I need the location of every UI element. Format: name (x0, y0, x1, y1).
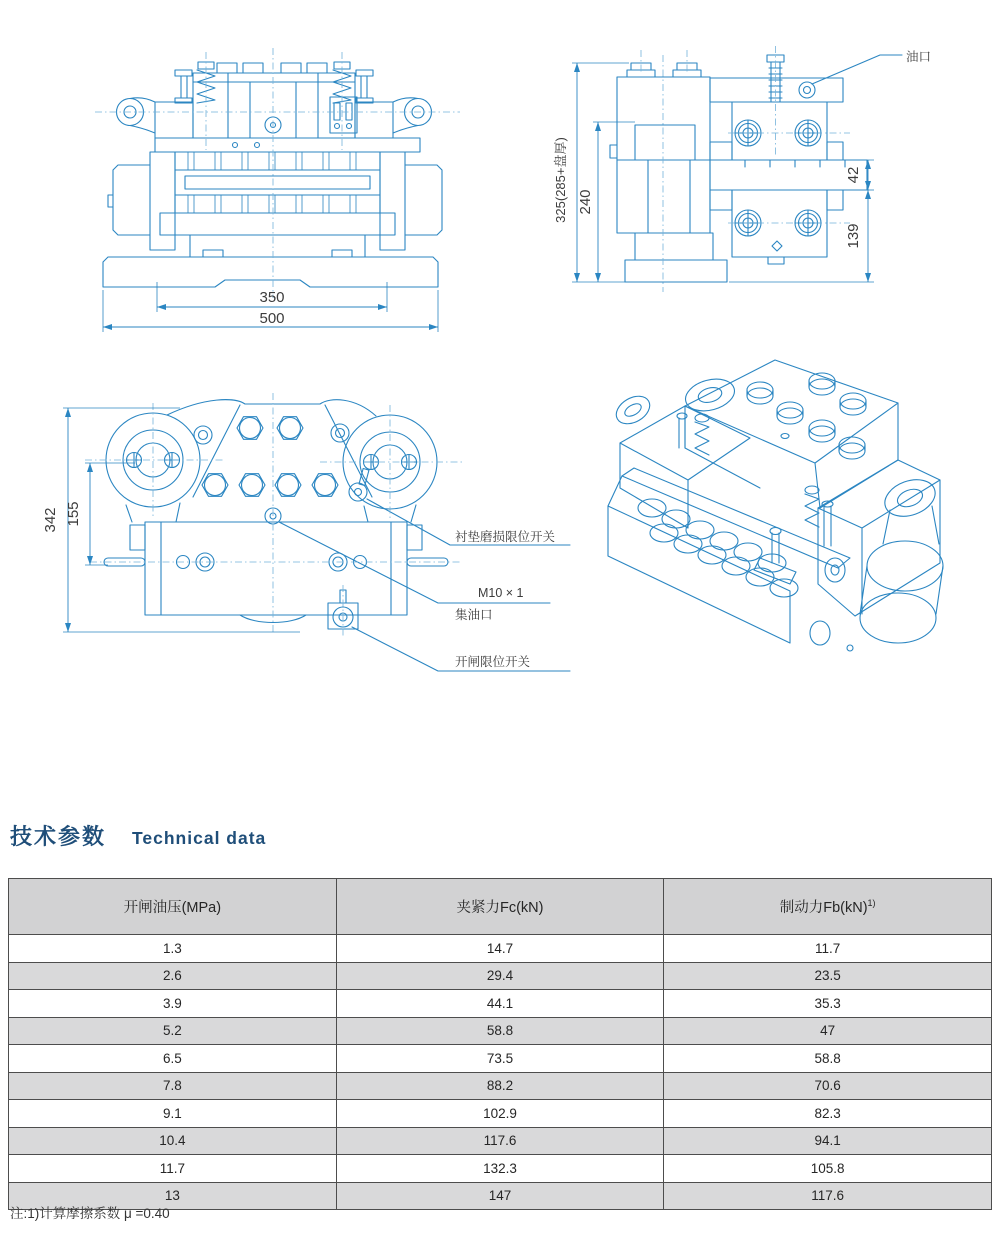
table-cell: 9.1 (9, 1100, 337, 1128)
dimension-325-total-height: 325(285+盘厚) (553, 137, 568, 223)
top-view-drawing (30, 385, 600, 685)
table-row (9, 1045, 992, 1073)
table-cell: 11.7 (9, 1155, 337, 1183)
table-cell: 14.7 (336, 935, 664, 963)
section-title-zh: 技术参数 (10, 824, 107, 849)
table-cell: 13 (9, 1182, 337, 1210)
table-row (9, 935, 992, 963)
table-cell: 132.3 (336, 1155, 664, 1183)
table-cell: 1.3 (9, 935, 337, 963)
section-title (10, 820, 266, 851)
dimension-350: 350 (259, 289, 285, 306)
table-cell: 6.5 (9, 1045, 337, 1073)
table-cell: 102.9 (336, 1100, 664, 1128)
table-row (9, 1127, 992, 1155)
footnote-marker: 1) (867, 898, 876, 909)
table-cell: 44.1 (336, 990, 664, 1018)
table-cell: 147 (336, 1182, 664, 1210)
table-cell: 7.8 (9, 1072, 337, 1100)
side-view-drawing (550, 30, 1000, 310)
table-row (9, 962, 992, 990)
wear-limit-switch-label: 衬垫磨损限位开关 (455, 530, 556, 544)
table-cell: 47 (664, 1017, 992, 1045)
table-cell: 29.4 (336, 962, 664, 990)
isometric-view-drawing (600, 348, 1000, 688)
thread-spec-label: M10 × 1 (478, 586, 524, 600)
table-cell: 35.3 (664, 990, 992, 1018)
dimension-139: 139 (845, 223, 862, 249)
dimension-500: 500 (259, 310, 285, 327)
col-header-clamp-force: 夹紧力Fc(kN) (336, 879, 664, 935)
front-view-drawing (85, 30, 485, 340)
table-cell: 73.5 (336, 1045, 664, 1073)
table-row (9, 1155, 992, 1183)
footnote: 注:1)计算摩擦系数 μ =0.40 (10, 1206, 170, 1221)
table-header-row (9, 879, 992, 935)
col-header-oil-pressure: 开闸油压(MPa) (9, 879, 337, 935)
col-header-brake-force (664, 879, 992, 935)
dimension-155: 155 (65, 501, 82, 527)
table-cell: 58.8 (664, 1045, 992, 1073)
table-cell: 88.2 (336, 1072, 664, 1100)
table-cell: 58.8 (336, 1017, 664, 1045)
table-cell: 94.1 (664, 1127, 992, 1155)
table-row (9, 1017, 992, 1045)
oil-port-label: 油口 (906, 50, 932, 64)
oil-collect-port-label: 集油口 (455, 608, 493, 622)
technical-data-table (8, 878, 992, 1210)
table-cell: 23.5 (664, 962, 992, 990)
table-row (9, 990, 992, 1018)
table-row (9, 1072, 992, 1100)
table-cell: 5.2 (9, 1017, 337, 1045)
table-cell: 117.6 (664, 1182, 992, 1210)
table-cell: 3.9 (9, 990, 337, 1018)
section-title-en: Technical data (132, 828, 267, 848)
table-cell: 10.4 (9, 1127, 337, 1155)
table-cell: 105.8 (664, 1155, 992, 1183)
table-cell: 2.6 (9, 962, 337, 990)
table-cell: 82.3 (664, 1100, 992, 1128)
dimension-342: 342 (42, 507, 59, 533)
table-cell: 117.6 (336, 1127, 664, 1155)
dimension-42-disc: 42 (845, 166, 862, 184)
col-header-brake-force-text: 制动力Fb(kN) (779, 900, 868, 916)
table-cell: 11.7 (664, 935, 992, 963)
open-limit-switch-label: 开闸限位开关 (455, 655, 531, 669)
table-cell: 70.6 (664, 1072, 992, 1100)
dimension-240: 240 (577, 189, 594, 215)
table-row (9, 1100, 992, 1128)
